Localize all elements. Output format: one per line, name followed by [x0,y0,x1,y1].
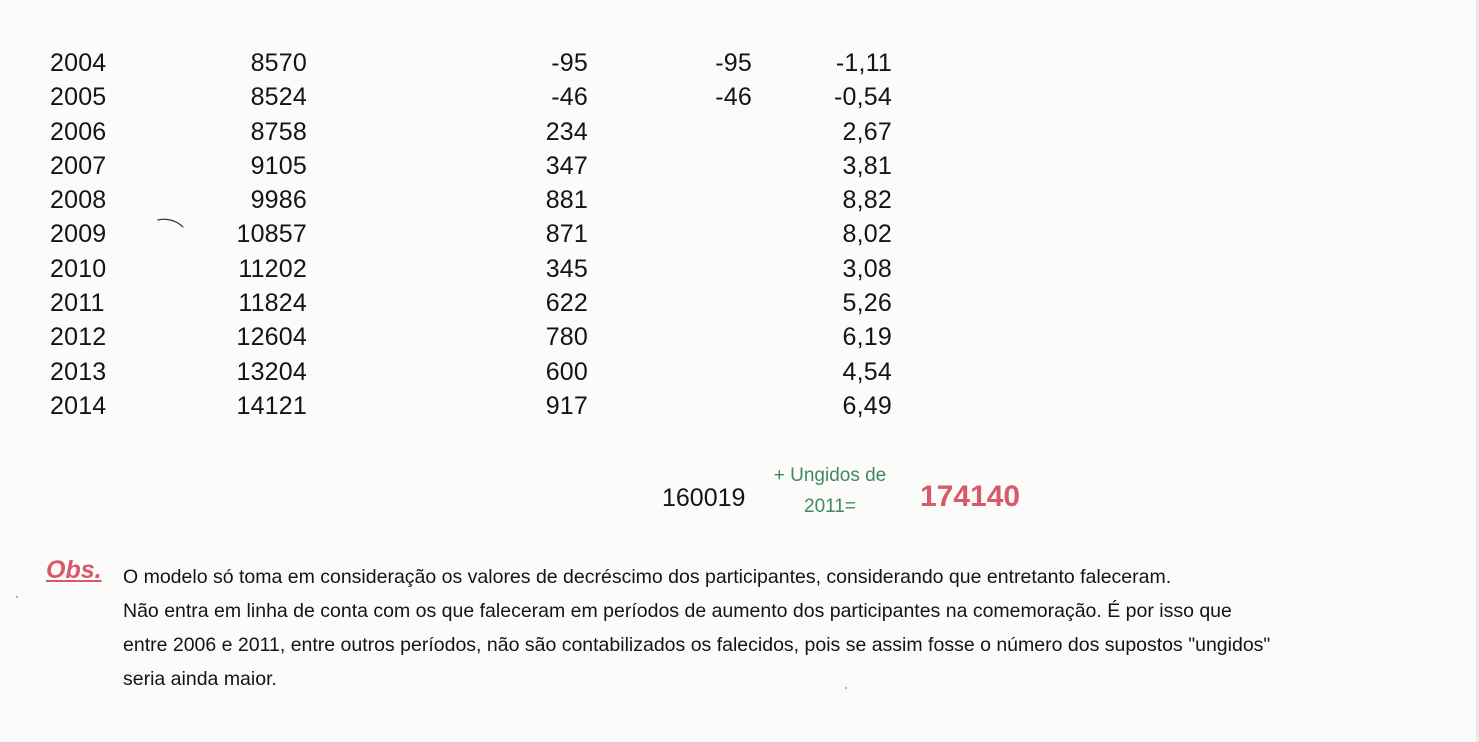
anointed-label-line1: + Ungidos de [773,465,887,486]
difference-cell: 600 [545,357,588,386]
difference-cell: 917 [545,391,588,420]
percent-cell: 6,19 [842,323,892,352]
year-cell: 2004 [50,49,107,77]
year-cell: 2007 [50,151,107,180]
year-cell: 2011 [50,289,105,318]
year-cell: 2012 [50,323,107,352]
year-cell: 2005 [50,83,107,112]
year-cell: 2006 [50,117,107,146]
year-cell: 2008 [50,186,107,215]
participants-cell: 8570 [250,49,307,77]
percent-cell: -0,54 [834,83,892,112]
decrease-cell: -95 [715,49,752,77]
difference-cell: 622 [545,289,588,318]
year-cell: 2013 [50,357,107,386]
observation-line: O modelo só toma em consideração os valores de decréscimo dos participantes, considerando que entretanto faleceram. [123,566,1172,588]
observation-line: entre 2006 e 2011, entre outros períodos, não são contabilizados os falecidos, pois se assim fosse o número dos supostos "ungidos" [123,634,1271,656]
difference-cell: -46 [551,83,588,112]
difference-cell: 871 [545,220,588,249]
year-cell: 2014 [50,391,107,420]
observation-label: Obs. [46,556,102,584]
difference-cell: 234 [545,117,588,146]
participants-cell: 8524 [250,83,307,112]
difference-cell: 881 [545,186,588,215]
scan-speck [16,596,18,598]
participants-cell: 14121 [236,391,307,420]
percent-cell: 8,02 [842,220,892,249]
pen-stroke-mark [156,214,186,234]
difference-cell: 345 [545,254,588,283]
anointed-2011-label [755,460,905,522]
observation-text [123,560,1453,696]
year-cell: 2009 [50,220,107,249]
percent-cell: 4,54 [842,357,892,386]
participants-cell: 9986 [250,186,307,215]
scan-speck [845,687,847,689]
anointed-label-line2: 2011= [804,496,856,517]
percent-cell: 6,49 [842,391,892,420]
percent-cell: 2,67 [842,117,892,146]
participants-cell: 10857 [236,220,307,249]
percent-cell: 8,82 [842,186,892,215]
year-cell: 2010 [50,254,107,283]
percent-cell: 3,08 [842,254,892,283]
percent-cell: -1,11 [835,49,892,77]
observation-line: seria ainda maior. [123,668,277,690]
difference-cell: 780 [545,323,588,352]
decrease-cell: -46 [715,83,752,112]
participants-cell: 13204 [236,357,307,386]
participants-cell: 9105 [250,151,307,180]
percent-cell: 3,81 [842,151,892,180]
grand-total: 174140 [920,480,1021,513]
participants-cell: 11824 [238,289,307,318]
percent-cell: 5,26 [842,289,892,318]
participants-cell: 12604 [236,323,307,352]
observation-line: Não entra em linha de conta com os que faleceram em períodos de aumento dos participantes na comemoração. É por isso que [123,600,1232,622]
difference-cell: 347 [545,151,588,180]
difference-cell: -95 [551,49,588,77]
participants-cell: 11202 [238,254,307,283]
participants-cell: 8758 [250,117,307,146]
participants-sum: 160019 [662,484,746,512]
